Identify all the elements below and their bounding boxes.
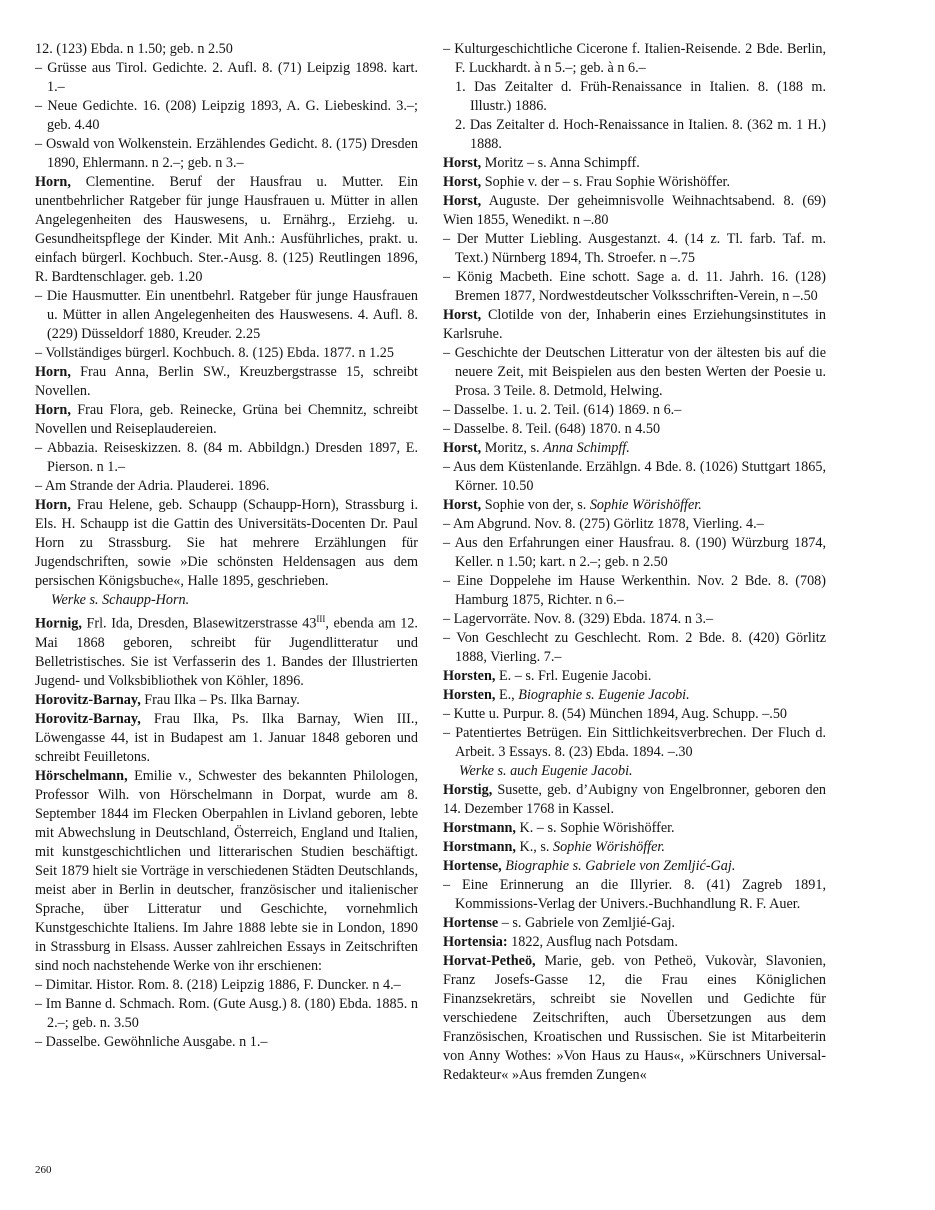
entry-text: Clementine. Beruf der Hausfrau u. Mutter. Ein unentbehrlicher Ratgeber für junge Hausfrauen u. Mütter in allen Angelegenheiten des Hauswesens, u. Ernährg., Erziehg. u. Gesundheitspflege der Kinder. Mit Anh.: Ausführliches, prakt. u. einfach bürgerl. Kochbuch. Ster.-Ausg. 8. (125) Reutlingen 1896, R. Bardtenschlager. geb. 1.20	[35, 174, 418, 285]
dictionary-entry	[35, 767, 418, 976]
entry-reference-italic: Anna Schimpff.	[543, 440, 630, 456]
dictionary-entry	[35, 173, 418, 287]
entry-text: – Eine Erinnerung an die Illyrier. 8. (41) Zagreb 1891, Kommissions-Verlag der Univers.-Buchhandlung R. F. Auer.	[443, 877, 826, 912]
entry-headword: Horstig,	[443, 782, 493, 798]
dictionary-entry	[35, 710, 418, 767]
entry-text: Marie, geb. von Petheö, Vukovàr, Slavonien, Franz Josefs-Gasse 12, die Frau eines Königlichen Finanzsekretärs, schreibt sie Novellen und Gedichte für verschiedene Zeitschriften, auch Übersetzungen aus dem Französischen, Kroatischen und Russischen. Sie ist Mitarbeiterin von Anny Wothes: »Von Haus zu Haus«, »Kürschners Universal-Redakteur« »Aus fremden Zungen«	[443, 953, 826, 1083]
entry-line	[443, 401, 826, 420]
entry-text: – Aus dem Küstenlande. Erzählgn. 4 Bde. 8. (1026) Stuttgart 1865, Körner. 10.50	[443, 459, 826, 494]
entry-reference-italic: Sophie Wörishöffer.	[552, 839, 665, 855]
dictionary-entry	[443, 857, 826, 876]
dictionary-entry	[443, 496, 826, 515]
dictionary-entry	[35, 691, 418, 710]
entry-line	[443, 420, 826, 439]
entry-text: K., s.	[515, 839, 553, 855]
entry-line	[35, 477, 418, 496]
dictionary-entry	[443, 173, 826, 192]
entry-text: Emilie v., Schwester des bekannten Philologen, Professor Wilh. von Hörschelmann in Dorpat, wurde am 8. September 1844 im Flecken Oberpahlen in Livland geboren, lebte mit Abwechslung in Deutschland, Österreich, England und Italien, mit kunstgeschichtlichen und litterarischen Studien beschäftigt. Seit 1879 hielt sie Vorträge in verschiedenen Städten Deutschlands, meist aber in Berlin in deutscher, französischer und italienischer Sprache, über Litteratur und Geschichte, vornehmlich Kunstgeschichte Italiens. Im Jahre 1888 lebte sie in London, 1890 in Strassburg in Elsass. Ausser zahlreichen Essays in Zeitschriften sind noch nachstehende Werke von ihr erschienen:	[35, 767, 418, 974]
entry-text: – Neue Gedichte. 16. (208) Leipzig 1893, A. G. Liebeskind. 3.–; geb. 4.40	[35, 98, 418, 133]
superscript: III	[316, 614, 326, 624]
entry-line	[35, 59, 418, 97]
entry-line	[443, 78, 826, 116]
entry-headword: Horst,	[443, 174, 482, 190]
left-column	[35, 40, 418, 1052]
entry-text: – Lagervorräte. Nov. 8. (329) Ebda. 1874. n 3.–	[443, 611, 714, 627]
entry-headword: Horvat-Petheö,	[443, 953, 536, 969]
entry-text: – Aus den Erfahrungen einer Hausfrau. 8. (190) Würzburg 1874, Keller. n 1.50; kart. n 2.–; geb. n 2.50	[443, 535, 826, 570]
entry-line	[443, 268, 826, 306]
dictionary-entry	[443, 952, 826, 1085]
dictionary-entry	[443, 192, 826, 230]
entry-text: – Kutte u. Purpur. 8. (54) München 1894, Aug. Schupp. –.50	[443, 706, 788, 722]
entry-text: – s. Gabriele von Zemljié-Gaj.	[498, 915, 676, 931]
dictionary-entry	[35, 363, 418, 401]
dictionary-entry	[443, 838, 826, 857]
entry-text: Werke s. Schaupp-Horn.	[51, 592, 190, 608]
dictionary-entry	[35, 496, 418, 591]
entry-text: – Im Banne d. Schmach. Rom. (Gute Ausg.) 8. (180) Ebda. 1885. n 2.–; geb. n. 3.50	[35, 995, 418, 1031]
right-column	[443, 40, 826, 1085]
entry-line	[35, 439, 418, 477]
dictionary-entry	[443, 914, 826, 933]
entry-line	[443, 762, 826, 781]
entry-headword: Horn,	[35, 174, 71, 190]
entry-text: – Eine Doppelehe im Hause Werkenthin. Nov. 2 Bde. 8. (708) Hamburg 1875, Richter. n 6.–	[443, 573, 826, 608]
entry-line	[35, 344, 418, 363]
dictionary-entry	[443, 667, 826, 686]
entry-line	[443, 629, 826, 667]
entry-text: Frl. Ida, Dresden, Blasewitzerstrasse 43	[81, 615, 317, 632]
entry-text: – Am Abgrund. Nov. 8. (275) Görlitz 1878, Vierling. 4.–	[443, 516, 764, 532]
entry-headword: Hornig,	[35, 615, 82, 632]
entry-text: – König Macbeth. Eine schott. Sage a. d. 11. Jahrh. 16. (128) Bremen 1877, Nordwestdeutscher Volksschriften-Verein, n –.50	[443, 269, 826, 304]
entry-text: – Oswald von Wolkenstein. Erzählendes Gedicht. 8. (175) Dresden 1890, Ehlermann. n 2.–; geb. n 3.–	[35, 136, 418, 171]
entry-text: – Dimitar. Histor. Rom. 8. (218) Leipzig 1886, F. Duncker. n 4.–	[35, 976, 401, 993]
entry-text: 2. Das Zeitalter d. Hoch-Renaissance in Italien. 8. (362 m. 1 H.) 1888.	[455, 117, 826, 152]
entry-text: – Dasselbe. 8. Teil. (648) 1870. n 4.50	[443, 421, 661, 437]
entry-text: – Von Geschlecht zu Geschlecht. Rom. 2 Bde. 8. (420) Görlitz 1888, Vierling. 7.–	[443, 630, 826, 665]
dictionary-entry	[443, 306, 826, 344]
entry-text: – Vollständiges bürgerl. Kochbuch. 8. (125) Ebda. 1877. n 1.25	[35, 345, 394, 361]
page-number: 260	[35, 1164, 52, 1176]
entry-headword: Horovitz-Barnay,	[35, 691, 141, 708]
entry-text: 12. (123) Ebda. n 1.50; geb. n 2.50	[35, 41, 233, 57]
entry-headword: Horn,	[35, 364, 71, 380]
entry-text: 1822, Ausflug nach Potsdam.	[507, 934, 678, 950]
entry-headword: Horsten,	[443, 687, 496, 703]
entry-text: – Dasselbe. Gewöhnliche Ausgabe. n 1.–	[35, 1033, 268, 1050]
entry-text: Frau Flora, geb. Reinecke, Grüna bei Chemnitz, schreibt Novellen und Reiseplaudereien.	[35, 402, 418, 437]
entry-text: – Der Mutter Liebling. Ausgestanzt. 4. (14 z. Tl. farb. Taf. m. Text.) Nürnberg 1894, Th. Stroefer. n –.75	[443, 231, 826, 266]
entry-headword: Horn,	[35, 402, 71, 418]
entry-text: Auguste. Der geheimnisvolle Weihnachtsabend. 8. (69) Wien 1855, Wenedikt. n –.80	[443, 193, 826, 228]
entry-line	[443, 515, 826, 534]
entry-line	[35, 40, 418, 59]
entry-text: Frau Ilka – Ps. Ilka Barnay.	[140, 691, 300, 708]
entry-text: Moritz, s.	[481, 440, 544, 456]
dictionary-entry	[35, 610, 418, 691]
entry-line	[443, 230, 826, 268]
entry-reference-italic: Biographie s. Eugenie Jacobi.	[518, 687, 690, 703]
entry-line	[443, 705, 826, 724]
entry-headword: Horsten,	[443, 668, 496, 684]
dictionary-entry	[443, 781, 826, 819]
entry-line	[443, 458, 826, 496]
entry-text: Frau Helene, geb. Schaupp (Schaupp-Horn), Strassburg i. Els. H. Schaupp ist die Gattin des Universitäts-Docenten Dr. Paul Horn zu Strassburg. Sie hat mehrere Erzählungen für Jugendschriften, sowie »Die schönsten Heldensagen aus dem persischen Königsbuche«, Halle 1895, geschrieben.	[35, 497, 418, 589]
entry-line	[443, 876, 826, 914]
entry-text: E. – s. Frl. Eugenie Jacobi.	[495, 668, 652, 684]
entry-headword: Horstmann,	[443, 820, 516, 836]
entry-text: Frau Anna, Berlin SW., Kreuzbergstrasse 15, schreibt Novellen.	[35, 364, 418, 399]
entry-line	[443, 724, 826, 762]
entry-headword: Horst,	[443, 307, 482, 323]
entry-text: – Am Strande der Adria. Plauderei. 1896.	[35, 478, 270, 494]
entry-text: Moritz – s. Anna Schimpff.	[481, 155, 640, 171]
entry-text: – Dasselbe. 1. u. 2. Teil. (614) 1869. n 6.–	[443, 402, 682, 418]
entry-line	[35, 97, 418, 135]
entry-headword: Horst,	[443, 193, 482, 209]
entry-headword: Hortense	[443, 915, 499, 931]
dictionary-entry	[35, 401, 418, 439]
entry-line	[35, 1033, 418, 1052]
entry-headword: Hortensia:	[443, 934, 508, 950]
entry-line	[35, 976, 418, 995]
entry-text: – Abbazia. Reiseskizzen. 8. (84 m. Abbildgn.) Dresden 1897, E. Pierson. n 1.–	[35, 440, 418, 475]
entry-line	[443, 116, 826, 154]
entry-text: Werke s. auch Eugenie Jacobi.	[459, 763, 633, 779]
entry-text: Sophie v. der – s. Frau Sophie Wörishöffer.	[481, 174, 731, 190]
entry-headword: Hortense,	[443, 858, 502, 874]
entry-line	[443, 534, 826, 572]
entry-text: Sophie von der, s.	[481, 497, 590, 513]
entry-text: 1. Das Zeitalter d. Früh-Renaissance in Italien. 8. (188 m. Illustr.) 1886.	[455, 79, 826, 114]
entry-text: E.,	[495, 687, 519, 703]
dictionary-entry	[443, 686, 826, 705]
entry-text-continued: , ebenda am 12. Mai 1868 geboren, schreibt für Jugendlitteratur und Belletristisches. Sie ist Verfasserin des 1. Bandes der Illustrierten Jugend- und Volksbibliothek von Köhler, 1896.	[35, 615, 418, 689]
entry-text: Frau Ilka, Ps. Ilka Barnay, Wien III., Löwengasse 44, ist in Budapest am 1. Januar 1848 geboren und schreibt Feuilletons.	[35, 710, 418, 765]
entry-text: K. – s. Sophie Wörishöffer.	[515, 820, 675, 836]
entry-text: – Kulturgeschichtliche Cicerone f. Italien-Reisende. 2 Bde. Berlin, F. Luckhardt. à n 5.–; geb. à n 6.–	[443, 41, 826, 76]
entry-text: Susette, geb. d’Aubigny von Engelbronner, geboren den 14. Dezember 1768 in Kassel.	[443, 782, 826, 817]
entry-reference-italic: Biographie s. Gabriele von Zemljić-Gaj.	[505, 858, 736, 874]
entry-text: – Geschichte der Deutschen Litteratur von der ältesten bis auf die neuere Zeit, mit Beispielen aus den besten Werten der Poesie u. Prosa. 3 Teile. 8. Detmold, Helwing.	[443, 345, 826, 399]
entry-line	[443, 40, 826, 78]
dictionary-entry	[443, 819, 826, 838]
entry-reference-italic: Sophie Wörishöffer.	[589, 497, 702, 513]
dictionary-entry	[443, 154, 826, 173]
entry-headword: Horstmann,	[443, 839, 516, 855]
entry-line	[35, 995, 418, 1033]
entry-headword: Horn,	[35, 497, 71, 513]
entry-line	[35, 591, 418, 610]
dictionary-entry	[443, 439, 826, 458]
entry-line	[35, 135, 418, 173]
entry-line	[443, 572, 826, 610]
entry-headword: Horst,	[443, 440, 482, 456]
entry-headword: Hörschelmann,	[35, 767, 128, 784]
entry-line	[443, 610, 826, 629]
entry-headword: Horovitz-Barnay,	[35, 710, 141, 727]
dictionary-entry	[443, 933, 826, 952]
entry-text: – Die Hausmutter. Ein unentbehrl. Ratgeber für junge Hausfrauen u. Mütter in allen Angelegenheiten des Hauswesens. 4. Aufl. 8. (229) Düsseldorf 1880, Kreuder. 2.25	[35, 288, 418, 342]
entry-line	[443, 344, 826, 401]
entry-headword: Horst,	[443, 497, 482, 513]
entry-text: – Patentiertes Betrügen. Ein Sittlichkeitsverbrechen. Der Fluch d. Arbeit. 3 Essays. 8. (23) Ebda. 1894. –.30	[443, 725, 826, 760]
entry-text: Clotilde von der, Inhaberin eines Erziehungsinstitutes in Karlsruhe.	[443, 307, 826, 342]
entry-headword: Horst,	[443, 155, 482, 171]
entry-text: – Grüsse aus Tirol. Gedichte. 2. Aufl. 8. (71) Leipzig 1898. kart. 1.–	[35, 60, 418, 95]
entry-line	[35, 287, 418, 344]
